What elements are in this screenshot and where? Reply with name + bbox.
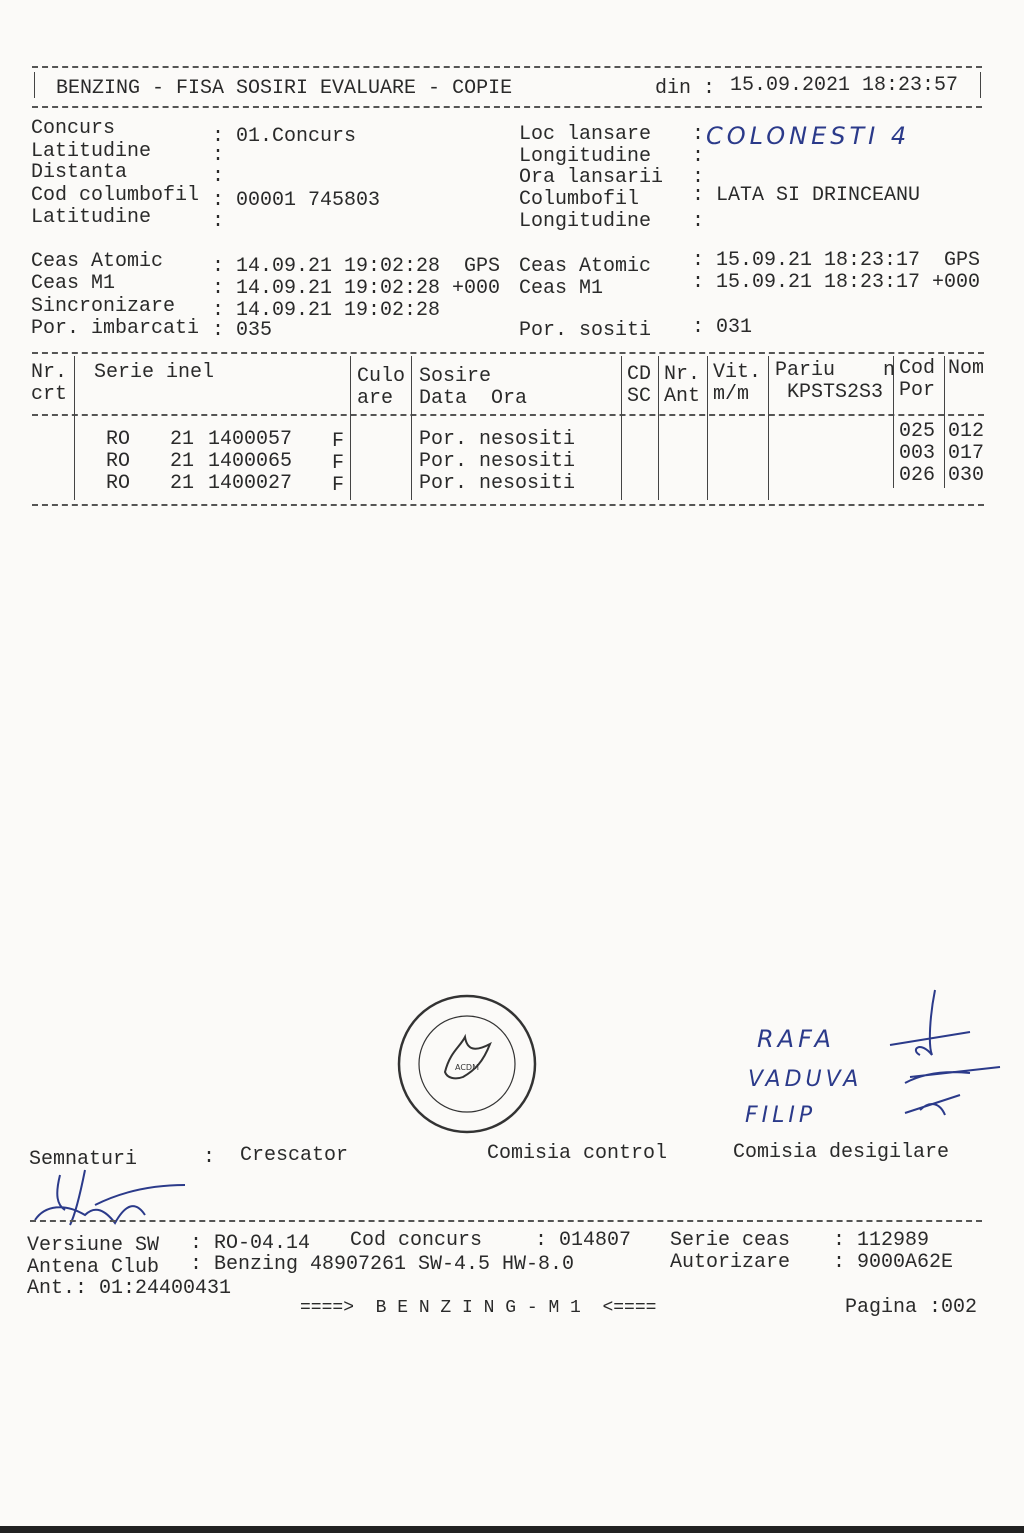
table-divider [32, 352, 984, 354]
value-concurs: : 01.Concurs [212, 125, 357, 148]
value-longitudine: : [692, 145, 705, 168]
ring-number: 1400057 [208, 428, 293, 451]
label-serie-ceas: Serie ceas [670, 1229, 791, 1252]
header-serie-inel: Serie inel [94, 361, 215, 384]
label-distanta: Distanta [31, 161, 128, 184]
signatures-sep: : [203, 1146, 216, 1169]
header-cod-por: Cod Por [899, 357, 936, 402]
value-por-sositi: : 031 [692, 316, 753, 339]
label-latitudine-2: Latitudine [31, 206, 152, 229]
label-por-sositi: Por. sositi [519, 319, 652, 342]
handwritten-name-2: VADUVA [748, 1067, 863, 1092]
cod-por: 003 [899, 442, 936, 465]
value-sincronizare: : 14.09.21 19:02:28 [212, 299, 441, 322]
value-ceas-m1-2: : 15.09.21 18:23:17 +000 [692, 271, 981, 294]
value-ceas-atomic: : 14.09.21 19:02:28 GPS [212, 255, 501, 278]
value-distanta: : [212, 165, 225, 188]
value-versiune-sw: : RO-04.14 [190, 1232, 311, 1255]
label-ceas-atomic-2: Ceas Atomic [519, 255, 652, 278]
header-nom: Nom [948, 357, 985, 380]
value-latitudine-2: : [212, 210, 225, 233]
header-vit: Vit. m/m [713, 361, 762, 406]
ring-country: RO [106, 450, 131, 473]
label-por-imbarcati: Por. imbarcati [31, 317, 200, 340]
divider [32, 106, 982, 108]
page-number: Pagina :002 [845, 1296, 978, 1319]
dove-icon [445, 1037, 490, 1078]
label-cod-concurs: Cod concurs [350, 1229, 483, 1252]
date-value: 15.09.2021 18:23:57 [730, 74, 959, 97]
value-cod-concurs: : 014807 [535, 1229, 632, 1252]
divider [980, 72, 981, 98]
label-longitudine: Longitudine [519, 145, 652, 168]
value-ceas-atomic-2: : 15.09.21 18:23:17 GPS [692, 249, 981, 272]
table-divider [32, 504, 984, 506]
label-concurs: Concurs [31, 117, 116, 140]
value-autorizare: : 9000A62E [833, 1251, 954, 1274]
label-ora-lansarii: Ora lansarii [519, 166, 664, 189]
label-sincronizare: Sincronizare [31, 295, 176, 318]
handwritten-name-1: RAFA [757, 1025, 835, 1053]
ring-number: 1400065 [208, 450, 293, 473]
arrival-status: Por. nesositi [419, 472, 576, 495]
nom: 030 [948, 464, 985, 487]
signature-commission [850, 985, 1010, 1135]
label-cod-columbofil: Cod columbofil [31, 184, 200, 207]
antenna-id: Ant.: 01:24400431 [27, 1277, 232, 1300]
ring-country: RO [106, 472, 131, 495]
ring-year: 21 [170, 450, 195, 473]
cod-por: 026 [899, 464, 936, 487]
label-versiune-sw: Versiune SW [27, 1234, 160, 1257]
signature-crescator [25, 1165, 195, 1235]
association-stamp [395, 992, 540, 1137]
footer-divider [30, 1220, 982, 1222]
cod-por: 025 [899, 420, 936, 443]
value-antena-club: : Benzing 48907261 SW-4.5 HW-8.0 [190, 1253, 575, 1276]
header-culoare: Culo are [357, 365, 406, 410]
value-por-imbarcati: : 035 [212, 319, 273, 342]
value-cod-columbofil: : 00001 745803 [212, 189, 381, 212]
value-serie-ceas: : 112989 [833, 1229, 930, 1252]
value-longitudine-2: : [692, 210, 705, 233]
ring-year: 21 [170, 428, 195, 451]
ring-sex: F [332, 452, 345, 475]
ring-year: 21 [170, 472, 195, 495]
arrival-status: Por. nesositi [419, 450, 576, 473]
label-columbofil: Columbofil [519, 188, 640, 211]
label-comisia-desigilare: Comisia desigilare [733, 1141, 950, 1164]
value-ceas-m1: : 14.09.21 19:02:28 +000 [212, 277, 501, 300]
label-antena-club: Antena Club [27, 1256, 160, 1279]
label-comisia-control: Comisia control [487, 1142, 668, 1165]
date-label: din : [655, 77, 716, 100]
header-nr-ant: Nr. Ant [664, 363, 701, 408]
nom: 017 [948, 442, 985, 465]
label-ceas-atomic: Ceas Atomic [31, 250, 164, 273]
header-pariu: Pariu n KPSTS2S3 [775, 359, 896, 404]
ring-sex: F [332, 474, 345, 497]
header-nr-crt: Nr. crt [31, 361, 68, 406]
stamp-text: ACDM [455, 1063, 479, 1072]
ring-sex: F [332, 430, 345, 453]
header-cd-sc: CD SC [627, 363, 652, 408]
label-loc-lansare: Loc lansare [519, 123, 652, 146]
handwritten-name-3: FILIP [745, 1103, 817, 1128]
ring-number: 1400027 [208, 472, 293, 495]
header-sosire: Sosire Data Ora [419, 365, 528, 410]
arrival-status: Por. nesositi [419, 428, 576, 451]
label-longitudine-2: Longitudine [519, 210, 652, 233]
scan-edge [0, 1526, 1024, 1533]
table-divider [32, 414, 984, 416]
value-loc-lansare: : [692, 123, 705, 146]
divider [34, 72, 35, 98]
label-autorizare: Autorizare [670, 1251, 791, 1274]
document-title: BENZING - FISA SOSIRI EVALUARE - COPIE [56, 77, 513, 100]
label-ceas-m1: Ceas M1 [31, 272, 116, 295]
label-ceas-m1-2: Ceas M1 [519, 277, 604, 300]
divider [32, 66, 982, 68]
nom: 012 [948, 420, 985, 443]
label-semnaturi: Semnaturi [29, 1148, 138, 1171]
value-latitudine: : [212, 144, 225, 167]
ring-country: RO [106, 428, 131, 451]
label-latitudine: Latitudine [31, 140, 152, 163]
footer-banner: ====> B E N Z I N G - M 1 <==== [300, 1298, 657, 1318]
value-ora-lansarii: : [692, 166, 705, 189]
value-columbofil: : LATA SI DRINCEANU [692, 184, 921, 207]
label-crescator: Crescator [240, 1144, 349, 1167]
handwritten-release-place: COLONESTI 4 [706, 122, 911, 150]
